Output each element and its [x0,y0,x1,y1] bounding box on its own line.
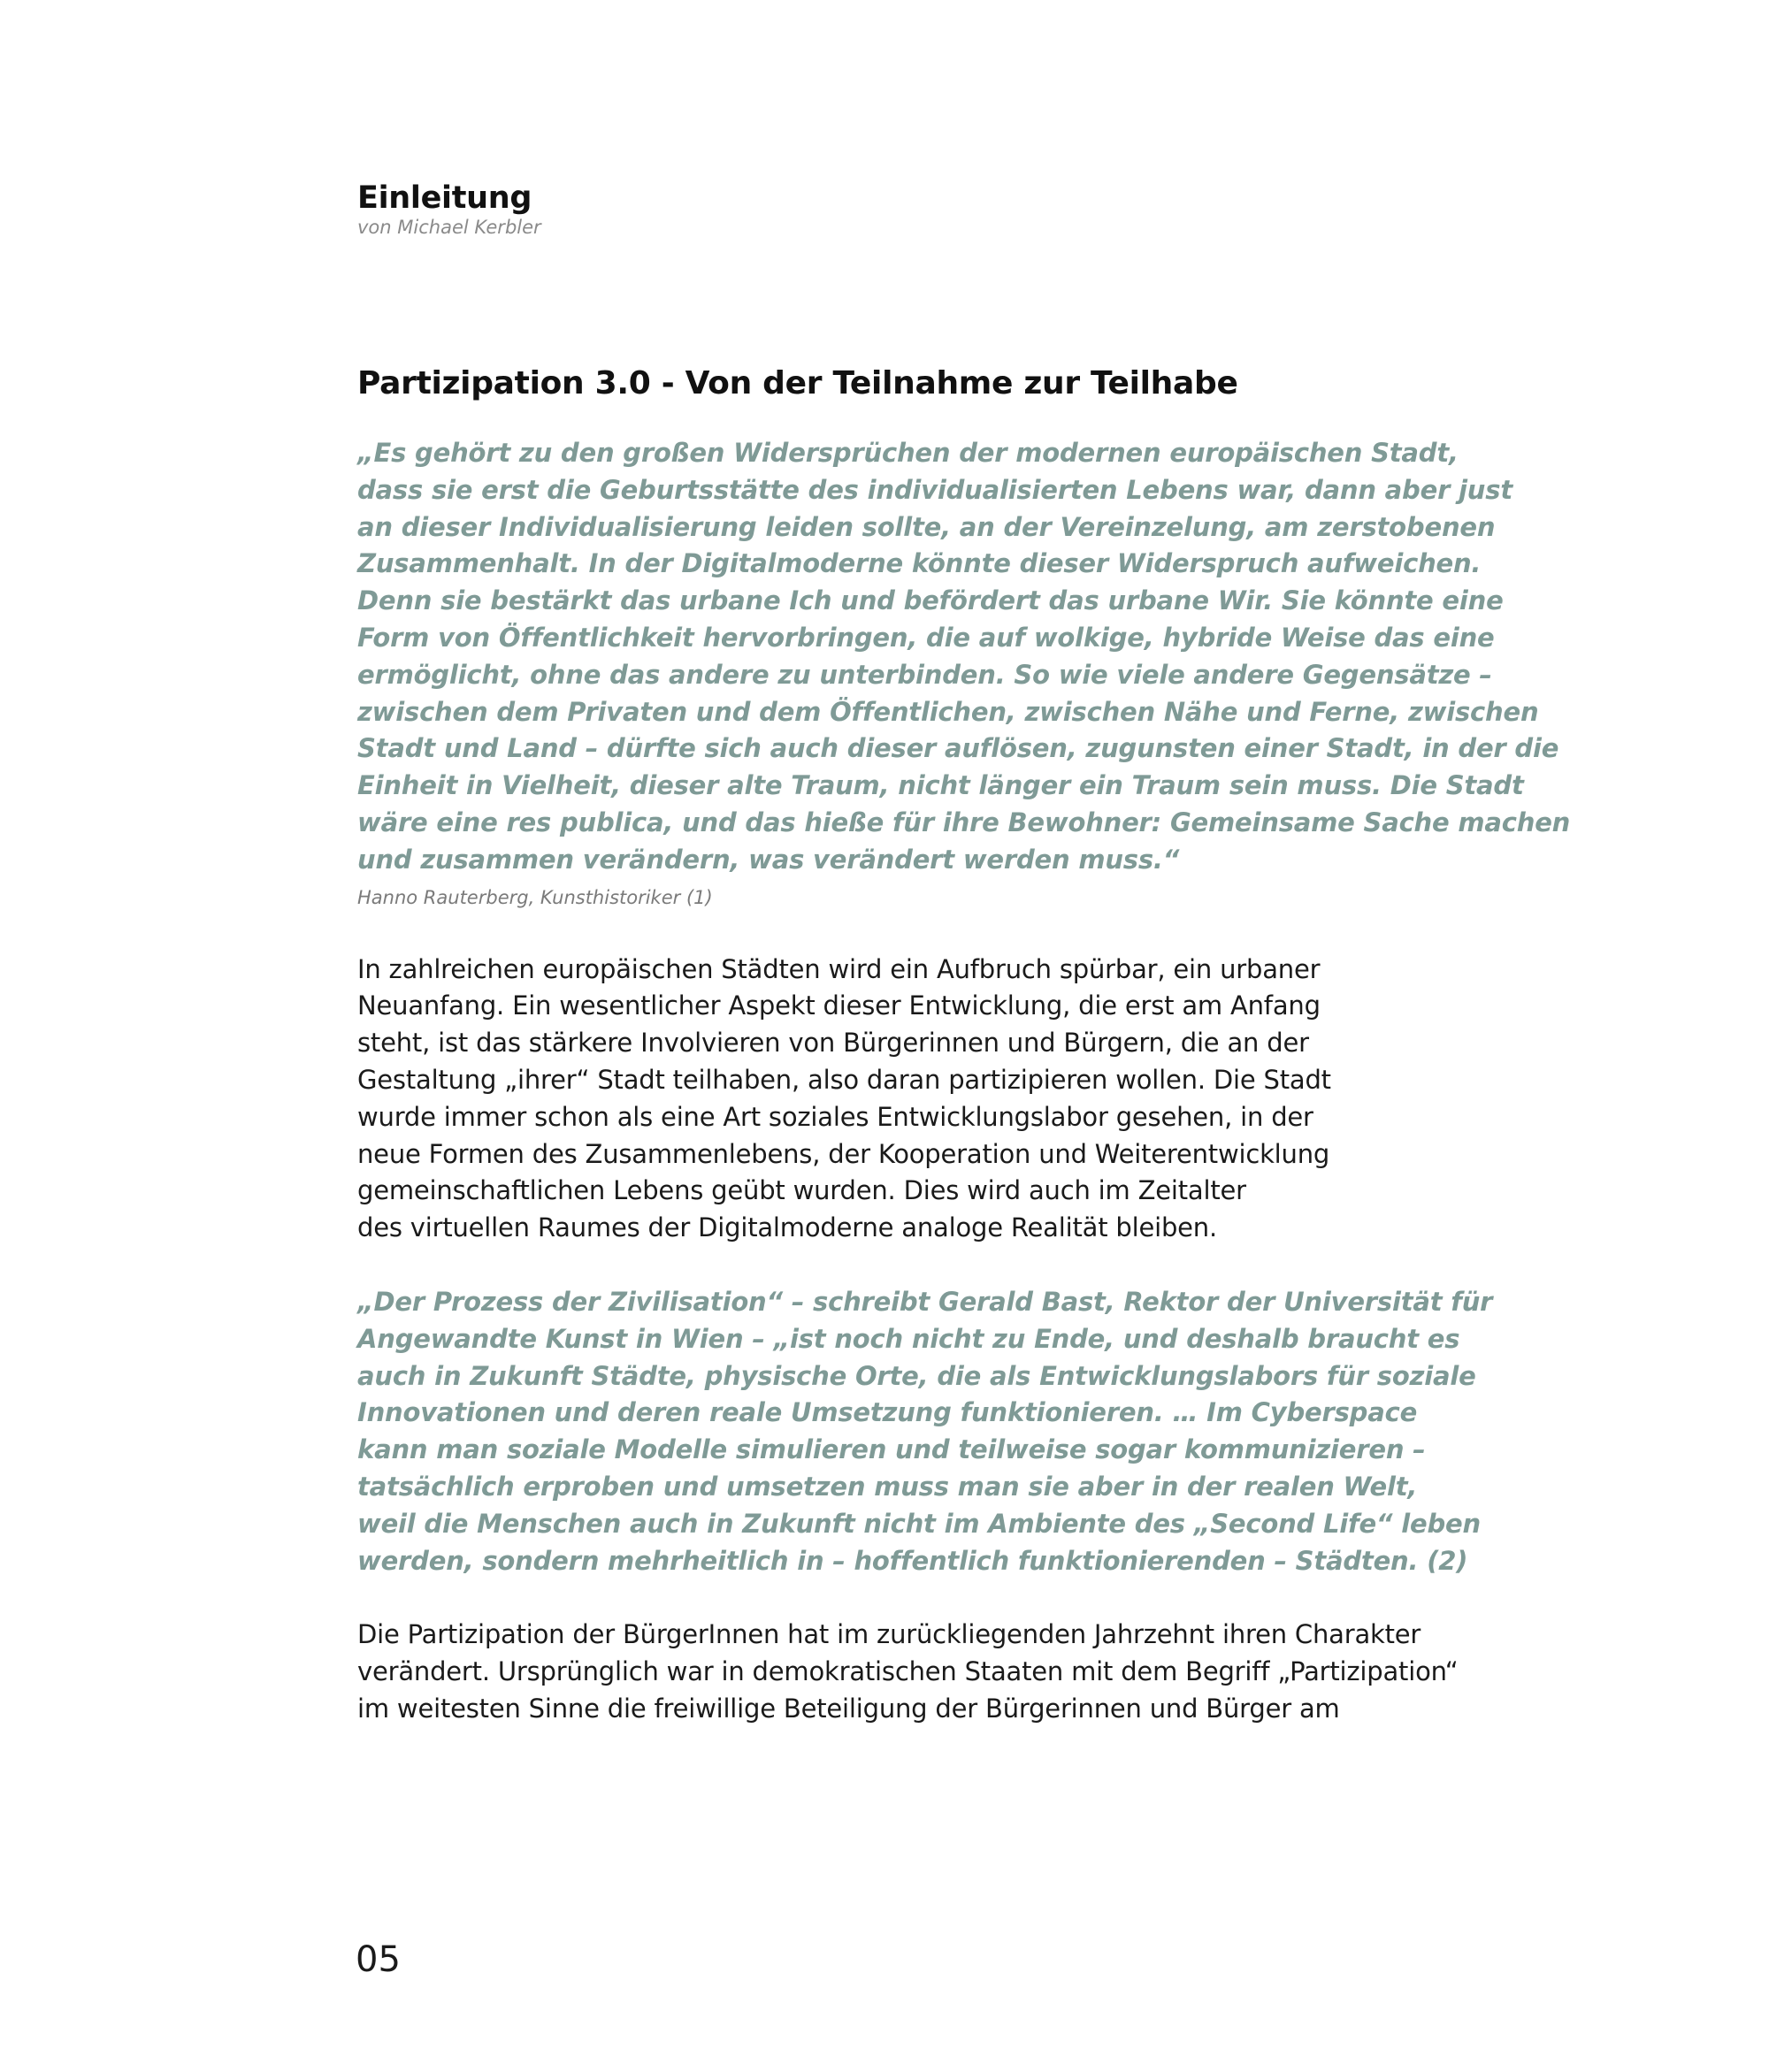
quote-line: zwischen dem Privaten und dem Öffentlichen, zwischen Nähe und Ferne, zwischen [357,696,1539,727]
quote-line: Form von Öffentlichkeit hervorbringen, die auf wolkige, hybride Weise das eine [357,622,1495,653]
quote-line: Innovationen und deren reale Umsetzung funktionieren. … Im Cyberspace [357,1397,1418,1428]
paragraph-line: des virtuellen Raumes der Digitalmoderne analoge Realität bleiben. [357,1212,1217,1243]
paragraph-line: steht, ist das stärkere Involvieren von Bürgerinnen und Bürgern, die an der [357,1028,1309,1059]
quote-line: werden, sondern mehrheitlich in – hoffentlich funktionierenden – Städten. (2) [357,1545,1468,1576]
paragraph-line: wurde immer schon als eine Art soziales Entwicklungslabor gesehen, in der [357,1101,1313,1132]
quote-line: tatsächlich erproben und umsetzen muss man sie aber in der realen Welt, [357,1471,1418,1502]
paragraph-line: gemeinschaftlichen Lebens geübt wurden. Dies wird auch im Zeitalter [357,1175,1246,1206]
paragraph-line: Neuanfang. Ein wesentlicher Aspekt dieser Entwicklung, die erst am Anfang [357,990,1321,1021]
article-heading: Partizipation 3.0 - Von der Teilnahme zur Teilhabe [357,365,1238,401]
spacer [357,911,1507,952]
quote-line: und zusammen verändern, was verändert werden muss.“ [357,844,1180,875]
opening-quote [357,435,1571,879]
paragraph-line: Die Partizipation der BürgerInnen hat im zurückliegenden Jahrzehnt ihren Charakter [357,1619,1421,1650]
quote-line: auch in Zukunft Städte, physische Orte, die als Entwicklungslabors für soziale [357,1360,1476,1391]
body-paragraph [357,952,1507,1247]
quote-line: kann man soziale Modelle simulieren und teilweise sogar kommunizieren – [357,1434,1426,1465]
quote-citation: Hanno Rauterberg, Kunsthistoriker (1) [357,886,713,908]
quote-line: an dieser Individualisierung leiden sollte, an der Vereinzelung, am zerstobenen [357,511,1496,542]
quote-line: ermöglicht, ohne das andere zu unterbinden. So wie viele andere Gegensätze – [357,659,1492,690]
page-number: 05 [356,1939,401,1980]
bast-quote [357,1284,1507,1579]
quote-line: Zusammenhalt. In der Digitalmoderne könnte dieser Widerspruch aufweichen. [357,548,1482,579]
paragraph-line: In zahlreichen europäischen Städten wird ein Aufbruch spürbar, ein urbaner [357,953,1321,984]
paragraph-line: im weitesten Sinne die freiwillige Beteiligung der Bürgerinnen und Bürger am [357,1693,1340,1724]
paragraph-line: neue Formen des Zusammenlebens, der Kooperation und Weiterentwicklung [357,1138,1330,1169]
quote-line: Einheit in Vielheit, dieser alte Traum, nicht länger ein Traum sein muss. Die Stadt [357,770,1524,801]
quote-line: Denn sie bestärkt das urbane Ich und befördert das urbane Wir. Sie könnte eine [357,585,1504,616]
spacer [357,1247,1507,1284]
quote-line: „Der Prozess der Zivilisation“ – schreibt Gerald Bast, Rektor der Universität für [357,1286,1493,1317]
quote-line: Angewandte Kunst in Wien – „ist noch nicht zu Ende, und deshalb braucht es [357,1323,1460,1354]
page-header [357,180,541,239]
body-paragraph [357,1617,1507,1727]
section-title: Einleitung [357,180,532,216]
spacer [357,1579,1507,1617]
author-line: von Michael Kerbler [357,217,541,238]
quote-line: Stadt und Land – dürfte sich auch dieser auflösen, zugunsten einer Stadt, in der die [357,733,1559,764]
paragraph-line: verändert. Ursprünglich war in demokratischen Staaten mit dem Begriff „Partizipation“ [357,1656,1459,1687]
quote-line: dass sie erst die Geburtsstätte des individualisierten Lebens war, dann aber just [357,474,1512,505]
quote-line: „Es gehört zu den großen Widersprüchen der modernen europäischen Stadt, [357,438,1459,468]
quote-line: weil die Menschen auch in Zukunft nicht im Ambiente des „Second Life“ leben [357,1508,1481,1539]
paragraph-line: Gestaltung „ihrer“ Stadt teilhaben, also daran partizipieren wollen. Die Stadt [357,1064,1331,1095]
quote-line: wäre eine res publica, und das hieße für ihre Bewohner: Gemeinsame Sache machen [357,807,1571,837]
article-body [357,364,1571,1728]
